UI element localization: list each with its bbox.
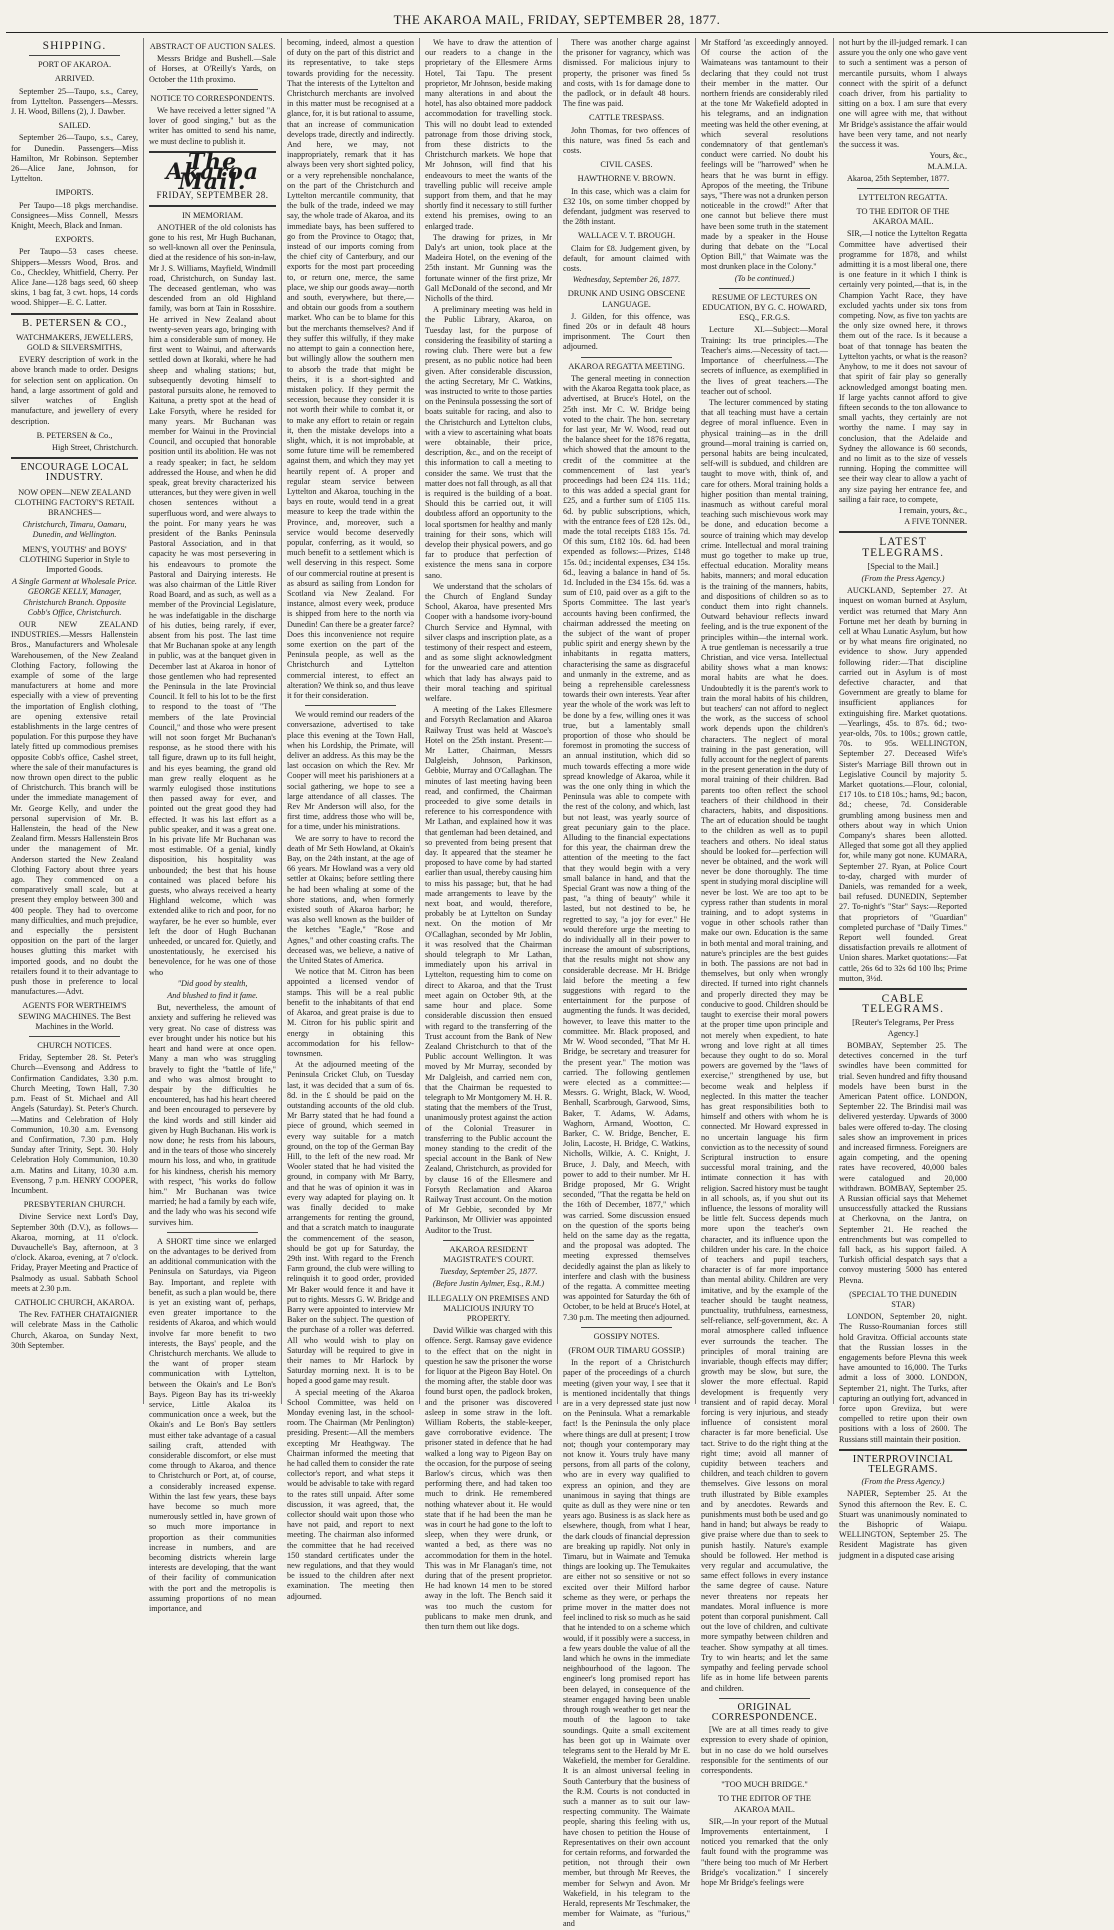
nameplate-date: FRIDAY, SEPTEMBER 28. xyxy=(156,190,269,201)
steam-communication-text: A SHORT time since we enlarged on the advantages to be derived from an additional communication with the Peninsula on Saturdays, via Pigeon Bay. Important, and replete with benefit, as such a plan would be, there is yet an existing want of, perhaps, even greater importance to the residents of Akaroa, and which would involve far more benefit to two interests, the Bays' people, and the Christchurch merchants. We allude to the want of proper steam communication with Lyttelton, between the Okain's and Le Bon's Bays. Pigeon Bay has its tri-weekly service, Little Akaloa its communication once a week, but the Okain's and Le Bon's Bay settlers must either take advantage of a casual sailing craft, attended with considerable discomfort, or else must come through to Akaroa, and thence to Christchurch or Port, at, of course, a considerably increased expense. Within the last few years, these bays have become so much more numerously settled in, have grown of so much more importance in proportion as their communities increase in numbers, and are becoming districts wherein large interests are developing, that the want of their facility of communication with the port and the metropolis is assuming proportions of no mean importance, and xyxy=(149,1236,276,1614)
editorial-continued: becoming, indeed, almost a question of duty on the part of this district and its representative, to take steps towards providing for the necessity. That the interests of the Lyttelton and Christchurch merchants are involved in this matter must be recognised at a glance, for, it is but rational to assume, that an increase of communication develops trade, directly and indirectly. And here, we may, not inappropriately, remark that it has always been very short sighted policy, or a very reprehensible nonchalance, on the part of the Christchurch and Lyttelton mercantile community, that the bulk of the trade, indeed we may say, the whole trade of Akaroa, and its immediate bays, has been suffered to go from the Province to Otago; that, instead of our imports coming from the chief city of Canterbury, and our exports for the most part proceeding to, or return one, merce, the same place, we ship our goods away—north and south, everywhere, but there,—and obtain our goods from a southern market. Who can be to blame for this but the merchants themselves? And if they suffer this wilfully, if they make no attempt to gain a connection here, but willingly allow the southern men to absorb the trade that might be theirs, it is a short-sighted and mistaken policy. If they permit the secession, because they consider it is not worth their while to combat it, or to make any effort to retain or regain it, then the mistake develops into a slight, which, it is not improbable, at some future time will be remembered against them, and which they may yet heartily repent of. A proper and regular steam service between Lyttelton and Akaroa, touching in the bays en route, would tend in a great measure to keep the trade within the Province, and, moreover, such a service would become deservedly popular, conferring, as it would, so much benefit to a settlement which is well deserving in this respect. Some of our commercial routine at present is as absurd as sailing from London for Scotland via New Zealand. For instance, almost every week, produce is shipped from here to the north via Dunedin! Can there be a greater farce? Does this inconvenience not require some exertion on the part of the Peninsula people, as well as the Christchurch and Lyttelton commercial interest, to effect an alteration? We think so, and thus leave it for their consideration. xyxy=(287,38,415,700)
civil-heading: CIVIL CASES. xyxy=(600,160,653,170)
presbyterian-heading: PRESBYTERIAN CHURCH. xyxy=(23,1200,126,1210)
column-5 xyxy=(558,38,696,1929)
court-date: Tuesday, September 25, 1877. xyxy=(439,1267,538,1277)
stamps-text: We notice that M. Citron has been appointed a licensed vendor of stamps. This will be a real public benefit to the inhabitants of that end of Akaroa, and great praise is due to M. Citron for his public spirit and energy in obtaining this accommodation for his fellow-townsmen. xyxy=(287,967,414,1058)
port-heading: PORT OF AKAROA. xyxy=(37,60,112,70)
rowing-club-text: A preliminary meeting was held in the Public Library, Akaroa, on Tuesday last, for the purpose of considering the feasibility of starting a rowing club. There were but a few present, as no public notice had been given. After considerable discussion, the acting Secretary, Mr C. Watkins, was instructed to write to those parties on the Peninsula possessing the sort of boats suitable for racing, and also to the Christchurch and Lyttelton clubs, with a view to ascertaining what boats were obtainable, their price, description, &c., and on the receipt of this information to call a meeting to consider the same. We trust that the matter does not fall through, as all that is required is the building of a boat. Should this be carried out, it will doubtless afford an opportunity to the local sportsmen for healthy and manly training for their sons, which will develop their physical powers, and go far to produce that perfection of existence the mens sana in corpore sano. xyxy=(425,305,552,580)
auction-text: Messrs Bridge and Bushell.—Sale of Horses, at O'Reilly's Yards, on October the 11th proximo. xyxy=(149,54,276,84)
lecture-text: The lecturer commenced by stating that all teaching must have a certain degree of moral influence. Even in physical training—as in the drill ground—moral training is carried on, personal habits are being inculcated, self-will is subdued, and children are taught to move with, think of, and care for others. Moral training holds a higher position than mental training, inasmuch as without careful moral teaching such mischievous work may be done, and education become a source of training which may develop crime. Intellectual and moral training must go together to make up true, effectual education. Morality means habits, manners; and moral education is the training of the manners, habits, and dispositions of children so as to conduct them into right channels. Outward behaviour reflects inward feeling, and is the true exponent of the principles within—the internal work. A true gentleman is necessarily a true Christian, and vice versa. Intellectual ability shows what a man knows: moral habits are what he does. Undoubtedly it is the parent's work to train the moral habits of his children, but teachers' can not afford to neglect the work, as the success of school work depends upon the children's characters. The neglect of moral training in the past generation, will fully account for the neglect of parents in the present generation in the duty of moral training of their children. Bad parents too often reflect the school teachers of their childhood in their characters, habits, and dispositions. The art of education should be taught to the children as well as to pupil teachers and others. No ideal status should be looked for—perfection will never be obtained, and the work will never be done thoroughly. The time spent in studying moral discipline will never be lost. We are too apt to be cypress rather than students in moral training, and to adopt systems in vogue in other schools rather than make our own. Education is the same in both mental and moral training, and nature's principles are the best guides in both. The passions are not bad in themselves, but only when wrongly directed. If turned into right channels and properly directed they may be conducive to good. Children should be taught to exercise their moral powers at the proper time upon principle and not merely when expedient, to hate wrong and love right at all times because they ought to do so. Moral powers are governed by the "laws of exercise," strengthened by use, but become weak and helpless if neglected. In this matter the teacher has great responsibilities both to himself and others with whom he is connected. Mr Howard expressed in no uncertain language his firm conviction as to the necessity of sound Scriptural instruction to ensure successful moral training, and the intimate connection it has with religion. Sacred history must be taught in all schools, as, if you shut out its influence, the lessons of morality will be little felt. Success depends much more upon the teacher's own character, and its influence upon the children under his care. In the choice of teachers and pupil teachers, character is of far more importance than mental ability. Children are very imitative, and by the example of the teacher should be taught neatness, punctuality, truthfulness, earnestness, self-reliance, self-government, &c. A moral atmosphere called influence ever surrounds the teacher. The principles of moral training are invariable, though effects may differ; growth may be slow, but sure, the slower the more effectual. Rapid development is frequently very transient and of rapid decay. Moral forcing is very injurious, and steady influence of consistent moral character is far more beneficial. Use tact. Strive to do the right thing at the right time; avoid all manner of cupidity between teachers and children, and teach children to govern themselves. Give lessons on moral truth illustrated by Bible examples and by anecdotes. Rewards and punishments must both be used and go hand in hand; but always be ready to give praise where due than to seek to punish hastily. Nature's example should be followed. Her method is very regular and accumulative, the same effect follows in every instance the same degree of cause. Nature never threatens nor repeats her mandates. Moral influence is more potent than corporal punishment. Call out the love of children, and cultivate more sympathy between children and teacher. Show sympathy at all times. Try to win hearts; and let the same sympathy and feeling pervade school life as in home life between parents and children. xyxy=(701,397,828,1693)
trespass-heading: CATTLE TRESPASS. xyxy=(589,113,664,123)
divider xyxy=(11,457,138,459)
divider xyxy=(719,1698,810,1699)
latest-text: AUCKLAND, September 27. At inquest on woman burned at Asylum, verdict was returned that Mary Ann Fortune met her death by burning in cell at Whau Lunatic Asylum, but how or by what means fire originated, no evidence to show. Jury appended following rider:—That discipline carried out in Asylum is of most defective character, and that Government are greatly to blame for insufficient appliances for extinguishing fire. Market quotations.—Yearlings, 45s. to 87s. 6d.; two-year-olds, 70s. to 100s.; grown cattle, 70s. to 95s. WELLINGTON, September 27. Deceased Wife's Sister's Marriage Bill thrown out in Legislative Council by majority 5. Market quotations.—Flour, colonial, £17 10s. to £18 10s.; hams, 9d.; bacon, 8d.; cheese, 7d. Considerable grumbling among business men and others about way in which Union Company's shares been allotted. Alleged that some got all they applied for, while many got none. KUMARA, September 27. Ryan, at Police Court to-day, charged with murder of Daniels, was remanded for a week, bail refused. DUNEDIN, September 27. To-night's "Star" Says:—Reported that proprietors of "Guardian" completed purchase of "Daily Times." Report well founded. Great dissatisfaction prevails re allotment of Union shares. Market quotations:—Fat cattle, 26s 6d to 32s 6d 100 lbs; Prime mutton, 3½d. xyxy=(839,586,967,983)
columns xyxy=(6,38,1110,1929)
trespass-text: John Thomas, for two offences of this nature, was fined 5s each and costs. xyxy=(563,125,690,156)
lyttelton-signoff: I remain, yours, &c., xyxy=(899,505,967,515)
interprovincial-agency: (From the Press Agency.) xyxy=(861,1477,945,1487)
agents-notice: AGENTS FOR WERTHEIM'S SEWING MACHINES. The Best Machines in the World. xyxy=(18,1001,131,1031)
divider xyxy=(857,188,949,189)
interprovincial-heading: INTERPROVINCIAL TELEGRAMS. xyxy=(852,1453,954,1476)
divider xyxy=(29,1036,120,1037)
latest-telegrams-heading: LATEST TELEGRAMS. xyxy=(862,536,944,559)
wednesday-date: Wednesday, September 26, 1877. xyxy=(572,275,681,285)
gossip-subheading: (FROM OUR TIMARU GOSSIP.) xyxy=(568,1345,685,1355)
lyttelton-text: SIR,—I notice the Lyttelton Regatta Committee have advertised their programme for 1878, and whilst admitting it is a most liberal one, there is one feature in it which I think is certainly very pointed,—that is, in the Champion Yacht Race, they have excluded yachts under six tons from competing. Now, as five ton yachts are the only size owned here, it throws them out of the race. Is it because a boat of that tonnage has beaten the Lyttelton yachts, or what is the reason? Anyhow, to me it does not savour of that spirit of fair play so generally acknowledged amongst boating men. If large yachts cannot afford to give fifteen seconds to the ton allowance to small yachts, they certainly are not worthy the name. I may say in conclusion, that the Adelaide and Sydney the allowance is 60 seconds, and no limit as to the size of vessels running. Hoping the committee will see their way clear to allow a yacht of any size paying her entrance fee, and sailing a fair race, to compete, xyxy=(839,229,968,504)
divider xyxy=(167,1232,258,1233)
imports-text: Per Taupo—18 pkgs merchandise. Consignees—Miss Connell, Messrs Knight, Meech, Black and Inman. xyxy=(11,200,138,231)
letter-date: Akaroa, 25th September, 1877. xyxy=(847,173,949,183)
regatta-meeting-heading: AKAROA REGATTA MEETING. xyxy=(568,361,685,371)
school-committee-text: A special meeting of the Akaroa School Committee, was held on Monday evening last, in the school-room. The Chairman (Mr Penlington) presiding. Present:—All the members excepting Mr Heathgway. The Chairman informed the meeting that he had called them to consider the rate collector's report, and what steps it would be advisable to take with regard to the rates still unpaid. After some discussion, it was agreed, that, the collector should wait upon those who have not paid, and report to next meeting. The chairman also informed the committee that he had received 150 standard certificates under the new regulations, and that they would be issued to the children after next examination. The meeting then adjourned. xyxy=(287,1387,414,1601)
letter-text: SIR,—In your report of the Mutual Improvements entertainment, I noticed you remarked that the only fault found with the programme was "there being too much of Mr Herbert Bridge's vocalization." I sincerely hope Mr Bridge's feelings were xyxy=(701,1816,828,1887)
court-heading: AKAROA RESIDENT MAGISTRATE'S COURT. xyxy=(443,1244,534,1264)
to-be-continued: (To be continued.) xyxy=(734,273,795,283)
court-text: David Wilkie was charged with this offence. Sergt. Ramsay gave evidence to the effect that on the night in question he saw the prisoner the worse for liquor at the Pigeon Bay Hotel. On the morning after, the stable door was found burst open, the padlock broken, and the prisoner was discovered asleep in some straw in the loft. William Roberts, the stable-keeper, gave corroborative evidence. The prisoner stated in defence that he had walked a long way to Pigeon Bay on the occasion, for the purpose of seeing Barlow's circus, which was then performing there, and had taken too much to drink. He remembered nothing whatever about it. He would state that if he had been the man he was in court he had gone to the loft to sleep, when they were drunk, or wanted a bed, as there was no accommodation for them in the hotel. This was in Mr Flanagan's time, not during that of the present proprietor. He had known 14 men to be stored away in the loft. The Bench said it was too much the custom for publicans to make men drunk, and then turn them out like dogs. xyxy=(425,1326,552,1632)
notice-text: We have received a letter signed "A lover of good singing," but as the writer has omitted to send his name, we must decline to publish it. xyxy=(149,106,276,146)
sailed-heading: SAILED. xyxy=(58,121,91,131)
divider xyxy=(11,313,138,315)
church-text: Friday, September 28. St. Peter's Church—Evensong and Address to Confirmation Candidates, 3.30 p.m. Church Meeting, Town Hall, 7.30 p.m. Feast of St. Michael and All Angels (Saturday). St. Peter's Church.—Matins and Celebration of Holy Communion, 10.30 a.m. Evensong and Confirmation, 7.30 p.m. Holy Sunday after Trinity, Sept. 30. Holy Celebration Holy Communion, 10.30 a.m. Matins and Litany, 10.30 a.m. Evensong, 7 p.m. HENRY COOPER, Incumbent. xyxy=(11,1053,138,1195)
cricket-text: At the adjourned meeting of the Peninsula Cricket Club, on Tuesday last, it was decided that a sum of 6s. 8d. in the £ should be paid on the outstanding accounts of the old club. Mr Barry stated that he had found a piece of ground, which seemed in every way suitable for a match ground, on the top of the German Bay Hill, to the left of the new road. Mr Wooler stated that he had visited the ground, in company with Mr Barry, and that he was of opinion it was in every way adapted for playing on. It was finally decided to make arrangements for renting the ground, and that a scratch match to inaugurate the commencement of the season, should be got up for Saturday, the 29th inst. With regard to the French Farm ground, the club were willing to relinquish it to good order, provided Mr Baker would fence it and have it put to rights. Messrs G. W. Bridge and Barry were appointed to interview Mr Baker on the subject. The question of the purchase of a roller was deferred. All who would wish to play on Saturday will be required to give in their names to Mr Harlock by Saturday morning next. It is to be hoped a good game may result. xyxy=(287,1060,414,1386)
divider xyxy=(839,1449,967,1451)
sailed-text: September 26—Taupo, s.s., Carey, for Dunedin. Passengers—Miss Hamilton, Mr Robinson. September 26—Alice Jane, Johnson, for Lyttelton. xyxy=(11,133,138,184)
memoriam-text-2: But, nevertheless, the amount of anxiety and suffering he relieved was very great. No case of distress was ever brought under his notice but his heart and hand were at once open. Many a man who was struggling bravely to fight the "battle of life," and who was almost brought to despair by the difficulties he encountered, has had his heart cheered and been encouraged to persevere by the kind words and still kinder aid given by Hugh Buchanan. His work is now done; he rests from his labours, and in the tears of those who sincerely mourn his loss, and who, in gratitude for his kindness, cherish his memory with respect, "his works do follow him." Mr Buchanan was twice married; he had a family by each wife, and the lady who was his second wife survives him. xyxy=(149,1003,276,1227)
latest-special: [Special to the Mail.] xyxy=(867,561,939,571)
nameplate-title: The Akaroa Mail. xyxy=(165,148,260,196)
quote-line-1: "Did good by stealth, xyxy=(177,978,248,988)
divider xyxy=(443,1240,534,1241)
catholic-heading: CATHOLIC CHURCH, AKAROA. xyxy=(14,1297,135,1307)
gossip-heading: GOSSIPY NOTES. xyxy=(593,1331,660,1341)
column-3 xyxy=(282,38,420,1601)
wednesday-charge: DRUNK AND USING OBSCENE LANGUAGE. xyxy=(567,289,686,309)
civil-text: In this case, which was a claim for £32 10s, on some timber chopped by defendant, judgment was reserved to the 28th instant. xyxy=(563,186,690,227)
cable-telegrams-heading: CABLE TELEGRAMS. xyxy=(862,993,944,1016)
catholic-text: The Rev. FATHER CHATAIGNIER will celebrate Mass in the Catholic Church, Akaroa, on Sunday Next, 30th September. xyxy=(11,1310,138,1350)
correspondence-note: [We are at all times ready to give expression to every shade of opinion, but in no case do we hold ourselves responsible for the sentiments of our correspondents. xyxy=(701,1725,828,1775)
gossip-continued: Mr Stafford 'as exceedingly annoyed. Of course the action of the Waimateans was tantamount to their declaring that they could not trust their member in the matter. Our northern friends are considerably riled at the tone Mr Wakefield adopted in his telegrams, and an indignation meeting was held the other evening, at which several resolutions condemnatory of that gentleman's conduct were carried. No doubt his feelings will be "harrowed" when he hears that he was burnt in effigy. Apropos of the meeting, the Tribune says, "There was not a drunken person noticeable in the crowd!" After that one cannot but believe there must have been some truth in the statement made by a speaker in the House during that debate on the "Local Option Bill," that Waimate was the most drunken place in the Colony." xyxy=(701,38,828,272)
industry-subheading: NOW OPEN—NEW ZEALAND CLOTHING FACTORY'S RETAIL BRANCHES— xyxy=(14,487,135,517)
railway-trust-text: A meeting of the Lakes Ellesmere and Forsyth Reclamation and Akaroa Railway Trust was held at Wascoe's Hotel on the 25th instant. Present:—Mr Latter, Chairman, Messrs Dalgleish, Johnson, Parkinson, Gebbie, Murray and O'Callaghan. The minutes of last meeting having been read, and confirmed, the Chairman proceeded to give some details in reference to his correspondence with Mr Lathan, and explained how it was that gentleman had been detained, and so prevented from being present that day. It appeared that the steamer he proposed to have come by had started earlier than usual, thereby causing him to miss his passage; but, that he had made arrangements to leave by the next boat, and would, therefore, probably be at Lyttelton on Sunday next. On the motion of Mr O'Callaghan, seconded by Mr Joblin, it was resolved that the Chairman should telegraph to Mr Lathan, immediately upon his arrival in Lyttelton, requesting him to come on direct to Akaroa, and that the Trust meet again on October 9th, at the same hour and place. Some considerable discussion then ensued with regard to the transferring of the Trust account from the Bank of New Zealand Christchurch to that of the Public account Wellington. It was moved by Mr Murray, seconded by Mr Dalgleish, and carried nem con, that the Chairman be requested to telegraph to Mr Montgomery M. H. R. stating that the members of the Trust, unanimously protest against the action of the Colonial Treasurer in transferring to the Public account the money standing to the credit of the special account in the Bank of New Zealand, Christchurch, as provided for by clause 16 of the Ellesmere and Forsyth Reclamation and Akaroa Railway Trust account. On the motion of Mr Gebbie, seconded by Mr Parkinson, Mr Ollivier was appointed Auditor to the Trust. xyxy=(425,705,552,1235)
divider xyxy=(581,357,672,358)
divider xyxy=(149,205,276,207)
civil-case-1: HAWTHORNE V. BROWN. xyxy=(577,174,676,184)
wallace-text: Claim for £8. Judgement given, by default, for amount claimed with costs. xyxy=(563,243,690,274)
exports-heading: EXPORTS. xyxy=(55,235,94,245)
hotel-text: We have to draw the attention of our readers to a change in the proprietary of the Ellesmere Arms Hotel, Tai Tapu. The present proprietor, Mr Johnson, beside making many alterations in and about the hotel, has also obtained more paddock accommodation for travelling stock. This will no doubt lead to extended patronage from those driving stock, from these districts to the Christchurch markets. We hope that Mr Johnson, will find that his endeavours to meet the wants of the travelling public will receive ample support from them, and that he may shortly find it necessary to still further extend his premises, owing to an enlarged trade. xyxy=(425,38,553,231)
memoriam-heading: IN MEMORIAM. xyxy=(182,210,243,220)
sunday-school-text: We understand that the scholars of the Church of England Sunday School, Akaroa, have presented Mrs Cooper with a handsome ivory-bound Church Service and Hymnal, with silver clasps and inscription plate, as a testimony of their respect and esteem, and as some slight acknowledgment for the unwearied care and attention which that lady has always paid to their moral teaching and spiritual welfare. xyxy=(425,581,552,703)
auction-heading: ABSTRACT OF AUCTION SALES. xyxy=(149,42,276,51)
quote-line-2: And blushed to find it fame. xyxy=(167,991,258,1001)
industry-heading: ENCOURAGE LOCAL INDUSTRY. xyxy=(20,462,129,484)
gossip-text: In the report of a Christchurch paper of the proceedings of a church meeting (given your way, I see that it is mentioned incidentally that things are in a very depressed state just now on the Peninsula. What a remarkable fact! Is the Peninsula the only place where things are dull at present; I trow not; though your contemporary may not know it. Yours truly have many persons, from all parts of the colony, who are in every way qualified to express an opinion, and they are unanimous in saying that things are quite as dull as they were nine or ten years ago. Business is as slack here as elsewhere, though, from what I hear, the dark clouds of financial depression are breaking up rapidly. Not only in Timaru, but in Waimate and Temuka things are looking up. The Temukaites are either not so sensitive or not so excited over their Milford harbor scheme as they were, or perhaps the prime mover in the matter does not feel inclined to risk so much as he said that he intended to on a scheme which would, if it possibly were a success, in a few years double the value of all the land which he owns in the immediate neighbourhood of the lagoon. The engineer's long promised report has been delayed, in consequence of the steamer engaged having been unable through rough weather to get near the mouth of the lagoon to take soundings. Quite a small excitement has been got up in Waimate over telegrams sent to the Herald by Mr E. Wakefield, the member for Geraldine. It is an almost universal feeling in South Canterbury that the business of the R.M. Courts is not conducted in such a manner as to suit our law-respecting community. The Waimate people, sharing this feeling with us, have chosen to petition the House of Representatives on their own account for certain reforms, and forwarded the petition, not through their own member, but through Mr Reeves, the member for Selwyn and Avon. Mr Wakefield, in his telegram to the Herald, represents Mr Teschmaker, the member for Waimate, as "furious," and xyxy=(563,1358,690,1929)
wednesday-text: J. Gilden, for this offence, was fined 20s or in default 48 hours imprisonment. The Court then adjourned. xyxy=(563,311,690,352)
column-6 xyxy=(696,38,834,1887)
petersen-signature: B. PETERSEN & Co., xyxy=(36,430,113,440)
church-heading: CHURCH NOTICES. xyxy=(37,1041,112,1051)
civil-case-2: WALLACE V. T. BROUGH. xyxy=(577,231,676,241)
dunedin-special: (SPECIAL TO THE DUNEDIN STAR) xyxy=(849,1289,957,1309)
court-before: (Before Justin Aylmer, Esq., R.M.) xyxy=(432,1279,545,1289)
divider xyxy=(167,89,258,90)
petersen-subheading: WATCHMAKERS, JEWELLERS, GOLD & SILVERSMITHS, xyxy=(15,332,133,353)
divider xyxy=(839,531,967,533)
divider xyxy=(719,288,810,289)
divider xyxy=(839,988,967,990)
letter-heading: "TOO MUCH BRIDGE." xyxy=(721,1780,808,1790)
industry-line: MEN'S, YOUTHS' and BOYS' CLOTHING Superior in Style to Imported Goods. xyxy=(19,544,130,574)
charge-text: There was another charge against the prisoner for vagrancy, which was dismissed. For malicious injury to property, the prisoner was fined 5s and costs, with 1s for damage done to the padlock, or in default 48 hours. The fine was paid. xyxy=(563,38,690,109)
petersen-text: EVERY description of work in the above branch made to order. Designs for selection sent on application. On hand, a large assortment of gold and silver watches of English manufacture, and jewellery of every description. xyxy=(11,355,138,426)
paper-nameplate xyxy=(149,148,276,201)
latest-agency: (From the Press Agency.) xyxy=(861,573,945,583)
cable-text: BOMBAY, September 25. The detectives concerned in the turf swindles have been committed for trial. Seven hundred and fifty thousand models have been burst in the American Patent office. LONDON, September 22. The Brindisi mail was delivered yesterday. Upwards of 3000 bales were offered to-day. The closing sales show an improvement in prices and increased firmness. Foreigners are again competing, and the opening rates have recovered, 40,000 bales were catalogued and 20,000 withdrawn. BOMBAY, September 25. A Russian official says that Mehemet unsuccessfully attacked the Russians at Cherkovna, on the Jantra, on September 21. He reached the entrenchments but was compelled to fall back, as his support failed. A Turkish official despatch says that a convoy mustering 5000 has entered Plevna. xyxy=(839,1040,967,1285)
letter-continued: not hurt by the ill-judged remark. I can assure you the only one who gave vent to such a sentiment was a person of mercantile pursuits, whom I always connect with the spirit of a defunct coach driver, from his partiality to sitting on a box. I am sure that every one will agree with me, that without Mr Bridge's assistance the affair would have been very tame, and not nearly the success it was. xyxy=(839,38,967,150)
divider xyxy=(305,705,396,706)
exports-text: Per Taupo—53 cases cheese. Shippers—Messrs Wood, Bros. and Co., Checkley, Whitfield, Cherry. Per Alice Jane—128 bags seed, 60 sheep skins, 1 bag fat, 3 cwt. hops, 14 cords wood. Shipper—E. C. Latter. xyxy=(11,247,138,308)
dunedin-text: LONDON, September 20, night. The Russo-Roumanian forces still hold Gravitza. Official accounts state that the Russian losses in the engagements before Plevna this week have amounted to 16,000. The Turks admit a loss of 3000. LONDON, September 21, night. The Turks, after capturing an outlying fort, advanced in force upon Greviiza, but were compelled to retire upon their own positions with a loss of 2600. The Russians still maintain their position. xyxy=(839,1312,967,1444)
lecture-heading: RESUME OF LECTURES ON EDUCATION, BY G. C. HOWARD, ESQ., F.R.G.S. xyxy=(702,292,827,323)
cable-agency: [Reuter's Telegrams, Per Press Agency.] xyxy=(852,1018,954,1038)
death-notice-text: We are sorry to have to record the death of Mr Seth Howland, at Okain's Bay, on the 24th instant, at the age of 66 years. Mr Howland was a very old settler at Okains; before settling there he had been whaling at some of the shore stations, and, when formerly existed south of Akaroa harbor; he was also well known as the builder of the ketches "Eagle," "Rose and Agnes," and other coasting crafts. The deceased was, we believe, a native of the United States of America. xyxy=(287,833,414,966)
lecture-subject: Lecture XI.—Subject:—Moral Training: Its true principles.—The Teacher's aims.—Necessity of tact.—Importance of cheerfulness.—The secrets of influence, as exemplified in the lives of great teachers.—The teacher out of school. xyxy=(701,325,828,396)
column-7 xyxy=(834,38,972,1560)
arrived-heading: ARRIVED. xyxy=(54,74,95,84)
column-2 xyxy=(144,38,282,1614)
divider xyxy=(29,55,120,56)
petersen-address: High Street, Christchurch. xyxy=(52,442,138,452)
letter-signoff: Yours, &c., xyxy=(929,151,967,161)
lyttelton-signature: A FIVE TONNER. xyxy=(904,517,967,527)
regatta-meeting-text: The general meeting in connection with the Akaroa Regatta took place, as advertised, at Bruce's Hotel, on the 25th inst. Mr C. W. Bridge being voted to the chair. The hon. secretary for last year, Mr W. Wood, read out the balance sheet for the 1876 regatta, which showed that the amount to the credit of the committee at the commencement of last year's proceedings had been £24 11s. 11d.; to this was added a special grant for £25, and a further sum of £105 11s. 6d. by public subscriptions, which, with the entrance fees of £28 12s. 0d., made the total receipts £183 15s. 7d. Of this sum, £182 10s. 6d. had been expended as follows:—Prizes, £148 15s. 0d.; incidental expenses, £34 15s. 6d., leaving a balance in hand of 5s. 1d. Included in the £34 15s. 6d. was a sum of £10, paid over as a gift to the Sports Committee. The last year's accounts having been confirmed, the chairman addressed the meeting on the subject of the want of proper public spirit and energy shewn by the inhabitants in regatta matters, characterising the same as disgraceful and unmanly in the extreme, and as being a reprehensible carelessness towards their own interests. Year after year the whole of the work was left to be done by a few, willing ones it was true, but a lamentably small proportion of those who should be foremost in promoting the success of an annual institution, which did so much towards effecting a more wide spread knowledge of Akaroa, while it was the one only thing in which the Peninsula was able to compete with the rest of the colony, and which, last but not least, was yearly source of great pecuniary gain to the place. Alluding to the financial expectations for this year, the chairman drew the attention of the meeting to the fact that they would begin with a very small balance in hand, and that the Special Grant was now a thing of the past, "a thing of beauty" while it lasted, but not destined to be, he regretted to say, "a joy for ever." He would therefore urge the meeting to do individually all in their power to increase the amount of subscriptions, that the results might not show any considerable decrease. Mr H. Bridge laid before the meeting a few suggestions with regard to the entertainment for the purpose of augmenting the funds. It was decided, however, to leave this matter to the committee. Mr. Black proposed, and Mr W. Wood seconded, "That Mr H. Bridge, be secretary and treasurer for the present year." The motion was carried. The following gentlemen were elected as a committee:—Messrs. G. Wright, Black, W. Wood, Benhall, Scarbrough, Garwood, Sims, Baker, T. Adams, W. Adams, Waghorn, Armand, Wootton, C. Barker, C. W. Bridge, Bencher, E. Jolin, Lacoste, H. Bridge, C. Watkins, Nicholls, Wilkie, A. C. Knight, J. Bruce, J. Daly, and Meech, with power to add to their number. Mr H. Bridge proposed, Mr G. Wright seconded, "That the regatta be held on the 16th of December, 1877," which was carried. Some discussion ensued on the question of the sports being held on the same day as the regatta, and the proposal was adopted. The meeting expressed themselves decidedly against the plan as likely to interfere and clash with the business of the regatta. A committee meeting was appointed for Saturday the 6th of October, to be held at Bruce's Hotel, at 7.30 p.m. The meeting then adjourned. xyxy=(563,373,690,1322)
industry-wholesale: A Single Garment at Wholesale Price. GEORGE KELLY, Manager, Christchurch Branch. Opposite Cobb's Office, Christchurch. xyxy=(12,577,137,617)
industry-towns: Christchurch, Timaru, Oamaru, Dunedin, and Wellington. xyxy=(22,520,127,540)
petersen-heading: B. PETERSEN & CO., xyxy=(22,317,127,329)
page-masthead: THE AKAROA MAIL, FRIDAY, SEPTEMBER 28, 1877. xyxy=(393,12,721,27)
interprovincial-text: NAPIER, September 25. At the Synod this afternoon the Rev. E. C. Stuart was unanimously nominated to the Bishopric of Waiapu. WELLINGTON, September 25. The Resident Magistrate has given judgment in a disputed case arising xyxy=(839,1489,967,1560)
masthead-rule xyxy=(6,32,1108,33)
industry-text: OUR NEW ZEALAND INDUSTRIES.—Messrs Hallenstein Bros., Manufacturers and Wholesale Warehousemen, of the New Zealand Clothing Factory, following the example of some of the large manufacturers at home and more especially with a view of preventing the importation of English clothing, are opening extensive retail establishments in the large centres of population. For this purpose they have lately fitted up commodious premises opposite Cobb's office, Cashel street, where the sale of their manufactures is now thrown open direct to the public of Christchurch. This branch will be under the immediate management of Mr. George Kelly, and under the personal supervision of Mr. B. Hallenstein, the head of the New Zealand firm. Messrs Hallenstein Bros under the management of Mr. Anderson started the New Zealand Clothing Factory about three years ago. They commenced on a comparatively small scale, but at present they employ between 300 and 400 people. They had to overcome many difficulties, and much prejudice, and especially the persistent opposition on the part of the larger houses glutting this market with imported goods, and no doubt the retailers found it to their advantage to push those in preference to local manufactures.—Advt. xyxy=(11,619,138,997)
art-union-text: The drawing for prizes, in Mr Daly's art union, took place at the Madeira Hotel, on the evening of the 25th instant. Mr Gunning was the fortunate winner of the first prize, Mr Gall McDonald of the second, and Mr Nicholls of the third. xyxy=(425,232,552,304)
imports-heading: IMPORTS. xyxy=(55,188,94,198)
court-charge: ILLEGALLY ON PREMISES AND MALICIOUS INJURY TO PROPERTY. xyxy=(427,1293,550,1323)
lyttelton-regatta-heading: LYTTELTON REGATTA. xyxy=(858,192,948,202)
notice-heading: NOTICE TO CORRESPONDENTS. xyxy=(150,93,275,103)
letter-signature: M.A.M.I.A. xyxy=(927,162,967,172)
lyttelton-addressee: TO THE EDITOR OF THE AKAROA MAIL. xyxy=(856,207,950,227)
column-4 xyxy=(420,38,558,1632)
correspondence-heading: ORIGINAL CORRESPONDENCE. xyxy=(711,1701,818,1723)
conversazione-text: We would remind our readers of the conversazione, advertised to take place this evening at the Town Hall, when his Lordship, the Primate, will deliver an address. As this may be the last occasion on which the Rev. Mr Cooper will meet his parishioners at a social gathering, we hope to see a large attendance of all classes. The Rev Mr Anderson will also, for the first time, address those who will be, for a time, under his ministrations. xyxy=(287,710,414,832)
divider xyxy=(581,1327,672,1328)
arrived-text: September 25—Taupo, s.s., Carey, from Lyttelton. Passengers—Messrs. J. H. Wood, Billens (2), J. Dawber. xyxy=(11,86,138,117)
column-1 xyxy=(6,38,144,1404)
shipping-heading: SHIPPING. xyxy=(42,40,107,52)
letter-addressee: TO THE EDITOR OF THE AKAROA MAIL. xyxy=(718,1794,811,1814)
memoriam-text: ANOTHER of the old colonists has gone to his rest, Mr Hugh Buchanan, so well-known all over the Peninsula, died at the residence of his son-in-law, Mr J. S. Williams, Mayfield, Windmill road, Christchurch, on Sunday last. The deceased gentleman, who was descended from an old Highland family, was born at Tain in Rossshire. He arrived in New Zealand about twenty-seven years ago, bringing with him a considerable sum of money. He first went to Wainui, and afterwards settled down at Ikoraki, where he had sheep and whaling stations; but, subsequently devoting himself to pastoral pursuits alone, he removed to Kaituna, a pretty spot at the head of Lake Forsyth, where he resided for many years. Mr Buchanan was member for Wainui in the Provincial Council, and occupied that honorable position until its abolition. He was not a ready speaker; in fact, he seldom addressed the House, and when he did speak, great brevity characterized his utterances, but they were given in well chosen sentences without a superfluous word, and were always to the point. For many years he was president of the Banks Peninsula Pastoral Association, and in that capacity he was most persevering in his endeavours to promote the Pastoral and Dairying interests. He was also chairman of the Little River Road Board, and as such, as well as a member of the Provincial Legislature, he was indefatigable in the discharge of his duties, being rarely, if ever, absent from his post. The last time that Mr Buchanan spoke at any length in public, was at the banquet given in December last at Akaroa in honor of those gentlemen who had represented the Peninsula in the late Provincial Council. It fell to his lot to be the first to respond to the toast of "The members of the late Provincial Council," and those who were present will not soon forget Mr Buchanan's response, as he stood there with his tall figure, drawn up to its full height, and his eyes beaming, the grand old man grew really eloquent as he warmly eulogised those institutions then passed away for ever, and pointed out the great good they had effected. It was his last effort as a public speaker, and it was a great one. In his private life Mr Buchanan was most estimable. Of a genial, kindly disposition, his hospitality was unbounded; the best that his house contained was placed before his guests, who always received a hearty Highland welcome, which was extended alike to rich and poor, for no wayfarer, be he ever so humble, ever left the door of Hugh Buchanan unheeded, or uncared for. Quietly, and unostentatiously, he exercised his benevolence, for he was one of those who xyxy=(149,222,276,977)
presbyterian-text: Divine Service next Lord's Day, September 30th (D.V.), as follows—Akaroa, morning, at 11 o'clock. Duvauchelle's Bay, afternoon, at 3 o'clock. Akaroa, evening, at 7 o'clock. Friday, Prayer Meeting and Practice of Psalmody as usual. Sabbath School meets at 2.30 p.m. xyxy=(11,1212,138,1293)
